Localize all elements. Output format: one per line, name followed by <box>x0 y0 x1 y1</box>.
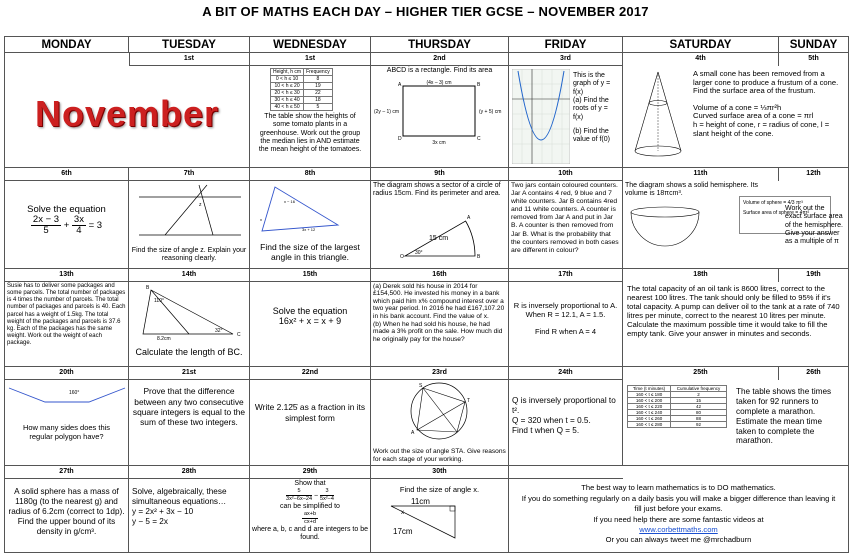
q6-equation: Solve the equation $\frac{2x - 3}{5}$ + $\frac{3x}{4}$ = 3 <box>5 203 128 239</box>
angle-x: x <box>401 509 404 516</box>
q29-result <box>302 511 318 526</box>
cell-day-2 <box>371 53 509 168</box>
page-title: A BIT OF MATHS EACH DAY – HIGHER TIER GCSE – NOVEMBER 2017 <box>202 4 649 19</box>
footer-line-3: If you need help there are some fantastic videos at <box>593 514 764 524</box>
sphere-area-formula: Surface area of sphere = 4πr² <box>743 209 810 216</box>
q1-text: The table show the heights of some tomato plants in a greenhouse. Work out the group the median lies in AND estimate the mean height of the tomatoes. <box>258 113 362 154</box>
q29-end: where a, b, c and d are integers to be found. <box>252 526 368 542</box>
interior-angle-label: 160° <box>69 390 80 397</box>
sector-angle-label: 30° <box>415 249 423 256</box>
q29-text: Show that $\frac{5}{\text{3x²−6x−24}}$ − $\frac{3}{\text{5x²−4}}$ can be simplified to $\frac{ax+b}{cx+d}$ where a, b, c and d are integers to be found. <box>252 480 368 542</box>
header-thursday: THURSDAY <box>371 37 509 53</box>
cell-day-3 <box>509 53 623 168</box>
quadratic-graph <box>512 69 570 164</box>
header-wednesday: WEDNESDAY <box>250 37 371 53</box>
q17-text <box>509 300 622 337</box>
q15-equation: 16x² + x = x + 9 <box>278 316 342 327</box>
tc: 160 < t ≤ 220 <box>628 404 671 410</box>
tc: 30 < h ≤ 40 <box>271 97 304 104</box>
q11-side-text: Work out the exact surface area of the hemisphere. Give your answer as a multiple of π <box>785 204 843 246</box>
q4-volume-formula: Volume of a cone = ⅓πr²h <box>693 102 782 112</box>
triangle-diagram <box>250 181 368 235</box>
cell-day-20 <box>5 367 129 466</box>
denominator: 4 <box>76 225 82 237</box>
date-label: 10th <box>509 168 622 181</box>
q24-given: Q = 320 when t = 0.5. <box>512 416 591 425</box>
q28-text <box>129 485 249 528</box>
svg-text:S: S <box>419 383 423 390</box>
tc: 0 < h ≤ 10 <box>271 76 304 83</box>
cell-day-14 <box>129 268 250 367</box>
q11-text: The diagram shows a solid hemisphere. Its volume is 18πcm³. <box>625 181 759 198</box>
date-26: 26th <box>779 367 848 380</box>
tc: 92 <box>671 422 727 428</box>
rect-top-label: (4x – 3) cm <box>426 80 452 87</box>
cell-day-4-5 <box>623 53 849 168</box>
q17-find: Find R when A = 4 <box>534 326 597 336</box>
cell-day-24 <box>509 367 623 466</box>
side-8-2: 8.2cm <box>157 335 171 340</box>
footer-line-2: If you do something regularly on a daily basis you will make a bigger difference than leaving it fill just before your exams. <box>521 493 836 514</box>
cell-day-21 <box>129 367 250 466</box>
date-label: 7th <box>129 168 249 181</box>
q7-text: Find the size of angle z. Explain your reasoning clearly. <box>131 246 247 263</box>
date-blank <box>509 466 623 479</box>
footer-line-4: Or you can always tweet me @mrchadburn <box>605 535 752 545</box>
cell-day-7 <box>129 167 250 268</box>
date-label: 23rd <box>371 367 508 380</box>
date-label: 20th <box>5 367 128 380</box>
q28-stem: Solve, algebraically, these simultaneous equations… <box>132 487 227 507</box>
q26-text: The table shows the times taken for 92 runners to complete a marathon. Estimate the mean time taken to complete the marathon. <box>736 387 832 446</box>
svg-text:B: B <box>477 82 481 89</box>
denominator: 5 <box>43 225 49 237</box>
date-label: 1st <box>250 53 370 66</box>
q24-text <box>509 394 622 437</box>
q15-text <box>250 304 370 329</box>
svg-text:T: T <box>467 398 471 405</box>
cell-day-28 <box>129 466 250 553</box>
date-label: 15th <box>250 269 370 282</box>
cell-day-16 <box>371 268 509 367</box>
q27-text: A solid sphere has a mass of 1180g (to the nearest g) and radius of 6.2cm (correct to 1dp). Find the upper bound of its density in g/cm³. <box>8 487 125 536</box>
svg-text:O: O <box>400 253 404 260</box>
q4-text <box>691 69 846 139</box>
q3-text <box>571 71 619 145</box>
q29-mid: can be simplified to <box>280 503 340 511</box>
hemisphere-diagram <box>627 202 707 262</box>
marathon-table <box>627 385 727 428</box>
tc: 5 <box>304 104 333 111</box>
q3-stem: This is the graph of y = f(x) <box>573 72 611 96</box>
svg-text:B: B <box>477 253 481 260</box>
q3-part-a: (a) Find the roots of y = f(x) <box>573 97 609 121</box>
q10-text: Two jars contain coloured counters. Jar A contains 4 red, 9 blue and 7 white counters. Jar B contains 4red and 11 white counters. A counter is removed from Jar A and put in Jar B. A counter is then removed from Jar B. What is the probability that the counters removed in both cases are different in colour? <box>511 181 619 254</box>
polygon-diagram <box>5 380 127 418</box>
date-5: 5th <box>779 53 848 66</box>
cell-day-15 <box>250 268 371 367</box>
denominator: 5x²−4 <box>320 496 334 503</box>
cell-day-29 <box>250 466 371 553</box>
angle-z-diagram <box>129 181 247 241</box>
q20-text: How many sides does this regular polygon have? <box>22 423 111 442</box>
q3-part-b: (b) Find the value of f(0) <box>573 127 610 144</box>
footer-message-cell <box>509 466 849 553</box>
q15-stem: Solve the equation <box>272 305 348 316</box>
q6-rhs: = 3 <box>88 220 103 232</box>
svg-text:x − 16: x − 16 <box>284 198 296 204</box>
q16-part-a: (a) Derek sold his house in 2014 for £154,500. He invested his money in a bank which paid him x% compound interest over a two year period. In 2016 he had £167,107.20 in his bank account. Find the value of x. <box>373 282 505 321</box>
cell-day-13 <box>5 268 129 367</box>
svg-text:A: A <box>467 214 471 221</box>
th-cumfreq: Cumulative frequency <box>671 386 727 392</box>
q13-text: Susie has to deliver some packages and some parcels. The total number of packages is 4 times the number of parcels. The total number of packages and parcels is 40. Each parcel has a weight of 1.5kg. The total weight of the packages and parcels is 37.6 kg. Each of the packages has the same weight. Work out the weight of each package. <box>7 282 126 347</box>
numerator: 3x <box>73 214 84 226</box>
cell-day-9 <box>371 167 509 268</box>
tc: 160 < t ≤ 180 <box>628 392 671 398</box>
q6-fraction-1 <box>31 215 61 236</box>
cell-day-25-26 <box>623 367 849 466</box>
q4-csa-formula: Curved surface area of a cone = πrl <box>693 111 814 121</box>
q6-stem: Solve the equation <box>27 203 106 215</box>
tc: 15 <box>671 398 727 404</box>
header-tuesday: TUESDAY <box>129 37 250 53</box>
q29-fraction-2 <box>320 488 334 503</box>
footer-message <box>509 479 848 545</box>
q4-stem: A small cone has been removed from a larger cone to produce a frustum of a cone. Find the surface area of the frustum. <box>693 69 839 96</box>
circle-theorem-diagram <box>371 380 507 442</box>
date-label: 21st <box>129 367 249 380</box>
footer-line-1: The best way to learn mathematics is to DO mathematics. <box>581 483 776 493</box>
month-art-cell <box>5 53 250 168</box>
th-time: Time (t minutes) <box>628 386 671 392</box>
month-art: November <box>35 93 220 135</box>
svg-text:x: x <box>260 216 262 222</box>
svg-text:A: A <box>398 82 402 89</box>
triangle-bc-diagram <box>129 282 247 340</box>
side-17: 17cm <box>393 526 413 536</box>
svg-text:C: C <box>237 331 241 338</box>
side-11: 11cm <box>411 496 430 506</box>
tc: 80 <box>671 410 727 416</box>
tc: 19 <box>304 83 333 90</box>
numerator: 3 <box>320 488 334 496</box>
q24-stem: Q is inversely proportional to t². <box>512 396 616 416</box>
date-label: 14th <box>129 269 249 282</box>
date-label: 28th <box>129 466 249 479</box>
q30-text: Find the size of angle x. <box>399 485 480 495</box>
tc: 2 <box>671 392 727 398</box>
date-19: 19th <box>779 269 848 282</box>
q16-part-b: (b) When he had sold his house, he had made a 3% profit on the sale. How much did he originally pay for the house? <box>373 320 503 343</box>
sector-radius-label: 15 cm <box>429 234 449 242</box>
cell-day-8 <box>250 167 371 268</box>
tc: 160 < t ≤ 240 <box>628 410 671 416</box>
date-label: 3rd <box>509 53 622 66</box>
header-saturday: SATURDAY <box>623 37 779 53</box>
date-label: 24th <box>509 367 622 380</box>
denominator: cx+d <box>304 519 316 526</box>
header-sunday: SUNDAY <box>779 37 849 53</box>
q18-text: The total capacity of an oil tank is 8600 litres, correct to the nearest 100 litres. The tank should only be filled to 95% if it's total capacity. A pump can deliver oil to the tank at a rate of 740 litres per minute, correct to the nearest 10 litres per minute. Calculate the maximum possible time it would take to fill the empty tank. Give your answer in minutes and seconds. <box>627 283 840 338</box>
angle-110: 110° <box>154 297 164 304</box>
date-label: 22nd <box>250 367 370 380</box>
cell-day-27 <box>5 466 129 553</box>
numerator: 2x − 3 <box>32 214 60 226</box>
header-friday: FRIDAY <box>509 37 623 53</box>
date-label: 9th <box>371 168 508 181</box>
date-12: 12th <box>779 168 848 181</box>
q6-fraction-2 <box>72 215 86 236</box>
date-4: 4th <box>623 53 779 66</box>
th-height: Height, h cm <box>271 69 304 76</box>
corbettmaths-link[interactable]: www.corbettmaths.com <box>639 524 718 534</box>
date-label: 17th <box>509 269 622 282</box>
tc: 160 < t ≤ 200 <box>628 398 671 404</box>
svg-text:D: D <box>398 136 402 143</box>
cell-day-23 <box>371 367 509 466</box>
denominator: 3x²−6x−24 <box>286 496 313 503</box>
header-monday: MONDAY <box>5 37 129 53</box>
date-25: 25th <box>623 367 779 380</box>
right-triangle-diagram <box>371 496 507 544</box>
rect-right-label: (y + 5) cm <box>479 109 502 116</box>
tc: 40 < h ≤ 50 <box>271 104 304 111</box>
q14-text: Calculate the length of BC. <box>135 346 243 357</box>
angle-32: 32° <box>215 327 223 334</box>
tc: 88 <box>671 416 727 422</box>
q29-stem: Show that <box>294 480 326 488</box>
q8-text: Find the size of the largest angle in this triangle. <box>260 241 360 262</box>
numerator: 5 <box>286 488 312 496</box>
cell-day-18-19 <box>623 268 849 367</box>
q28-equation-2: y − 5 = 2x <box>132 516 168 526</box>
q2-text: ABCD is a rectangle. Find its area <box>386 67 493 75</box>
q24-find: Find t when Q = 5. <box>512 425 580 435</box>
cell-day-30 <box>371 466 509 553</box>
frustum-diagram <box>627 69 689 159</box>
svg-text:A: A <box>411 430 415 437</box>
q22-text: Write 2.12̇5̇ as a fraction in its simplest form <box>254 402 366 423</box>
svg-text:3x + 12: 3x + 12 <box>302 226 316 232</box>
date-18: 18th <box>623 269 779 282</box>
date-label: 29th <box>250 466 370 479</box>
date-11: 11th <box>623 168 779 181</box>
rect-left-label: (2y – 1) cm <box>373 109 399 116</box>
q9-text: The diagram shows a sector of a circle of radius 15cm. Find its perimeter and area. <box>373 181 501 198</box>
cell-day-17 <box>509 268 623 367</box>
tc: 160 < t ≤ 280 <box>628 422 671 428</box>
q21-text: Prove that the difference between any two consecutive square integers is equal to the sum of these two integers. <box>132 386 246 428</box>
q28-equation-1: y = 2x² + 3x − 10 <box>132 506 194 516</box>
q4-definitions: h = height of cone, r = radius of cone, l = slant height of the cone. <box>693 120 830 138</box>
tc: 8 <box>304 76 333 83</box>
cell-day-10 <box>509 167 623 268</box>
tc: 20 < h ≤ 30 <box>271 90 304 97</box>
numerator: ax+b <box>303 511 317 518</box>
svg-text:z: z <box>199 201 202 208</box>
cell-day-1 <box>250 53 371 168</box>
svg-text:C: C <box>477 136 481 143</box>
q16-text <box>371 282 508 345</box>
date-1: 1st <box>129 53 249 66</box>
q17-stem: R is inversely proportional to A. When R = 12.1, A = 1.5. <box>513 300 618 319</box>
date-label: 8th <box>250 168 370 181</box>
date-label: 6th <box>5 168 128 181</box>
cell-day-11-12 <box>623 167 849 268</box>
q23-text: Work out the size of angle STA. Give reasons for each stage of your working. <box>373 448 506 463</box>
tc: 160 < t ≤ 260 <box>628 416 671 422</box>
sector-diagram <box>371 200 507 260</box>
q29-fraction-1 <box>286 488 312 503</box>
date-label: 30th <box>371 466 508 479</box>
height-frequency-table <box>270 68 333 111</box>
tc: 42 <box>671 404 727 410</box>
date-label: 16th <box>371 269 508 282</box>
cell-day-6 <box>5 167 129 268</box>
tc: 10 < h ≤ 20 <box>271 83 304 90</box>
date-label: 13th <box>5 269 128 282</box>
calendar-grid <box>4 36 849 553</box>
tc: 18 <box>304 97 333 104</box>
rectangle-diagram <box>371 76 507 148</box>
svg-text:B: B <box>146 284 150 291</box>
date-label: 27th <box>5 466 128 479</box>
th-frequency: Frequency <box>304 69 333 76</box>
rect-bottom-label: 3x cm <box>432 140 446 147</box>
sphere-volume-formula: Volume of sphere = 4/3 πr³ <box>743 199 803 206</box>
tc: 22 <box>304 90 333 97</box>
date-label: 2nd <box>371 53 508 66</box>
cell-day-22 <box>250 367 371 466</box>
